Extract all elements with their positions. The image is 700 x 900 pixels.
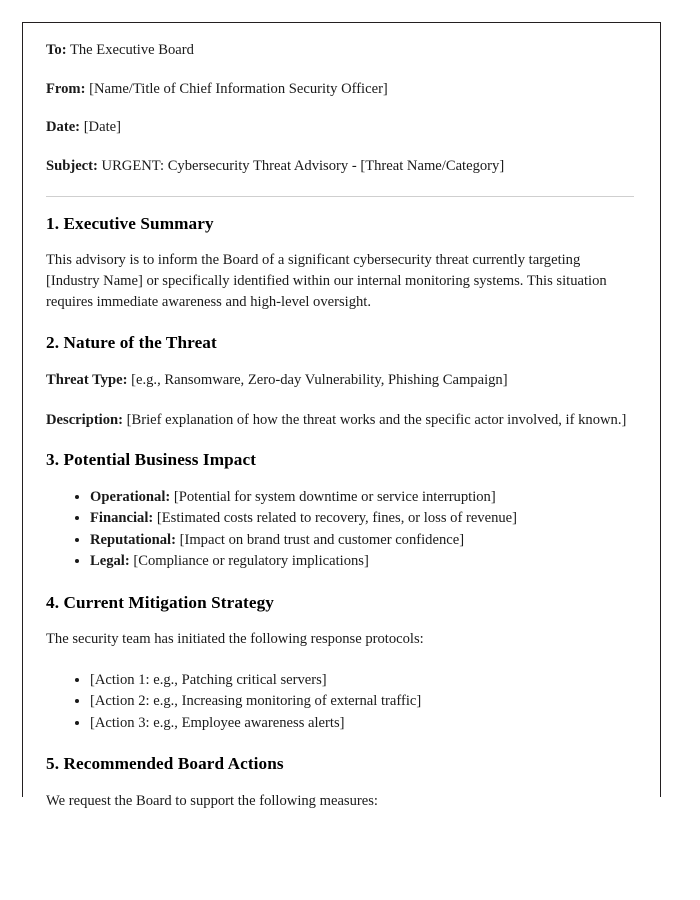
field-threat-type — [46, 370, 634, 391]
heading-nature-of-threat: 2. Nature of the Threat — [46, 333, 217, 353]
document-page — [22, 22, 661, 809]
memo-field-date-value: [Date] — [80, 119, 121, 136]
list-item — [90, 551, 634, 572]
field-threat-description-label: Description: — [46, 411, 124, 428]
impact-financial-label: Financial: — [90, 510, 154, 527]
list-mitigation-actions — [46, 670, 634, 734]
heading-executive-summary: 1. Executive Summary — [46, 213, 214, 233]
field-threat-description — [46, 410, 634, 431]
list-item: • [Action 2: e.g., Increasing monitoring of external traffic] — [90, 691, 634, 712]
impact-reputational-value: [Impact on brand trust and customer confidence] — [175, 531, 465, 548]
impact-operational-label: Operational: — [90, 488, 171, 505]
list-item: • [Action 3: e.g., Employee awareness alerts] — [90, 713, 634, 734]
impact-legal-value: [Compliance or regulatory implications] — [129, 553, 369, 570]
heading-board-actions: 5. Recommended Board Actions — [46, 754, 284, 774]
field-threat-type-label: Threat Type: — [46, 371, 128, 388]
list-business-impact — [46, 487, 634, 573]
memo-field-date — [46, 118, 634, 138]
heading-mitigation-strategy: 4. Current Mitigation Strategy — [46, 592, 274, 612]
memo-field-from-value: [Name/Title of Chief Information Security Officer] — [85, 80, 388, 97]
field-threat-type-value: [e.g., Ransomware, Zero-day Vulnerability, Phishing Campaign] — [127, 371, 508, 388]
document-body — [46, 41, 634, 831]
memo-field-to-value: The Executive Board — [66, 42, 194, 58]
memo-field-to — [46, 41, 634, 61]
list-item — [90, 487, 634, 508]
impact-financial-value: [Estimated costs related to recovery, fines, or loss of revenue] — [153, 510, 518, 527]
memo-field-from — [46, 80, 634, 100]
field-threat-description-value: [Brief explanation of how the threat works and the specific actor involved, if known.] — [123, 411, 627, 428]
impact-reputational-label: Reputational: — [90, 531, 176, 548]
paragraph-mitigation-intro: The security team has initiated the following response protocols: — [46, 631, 424, 648]
heading-business-impact: 3. Potential Business Impact — [46, 450, 257, 470]
memo-field-subject-value: URGENT: Cybersecurity Threat Advisory - [Threat Name/Category] — [97, 158, 505, 175]
memo-header — [46, 41, 634, 177]
memo-field-from-label: From: — [46, 80, 86, 97]
memo-field-subject — [46, 157, 634, 177]
memo-field-to-label: To: — [46, 42, 67, 58]
header-divider — [46, 196, 634, 197]
list-item — [90, 508, 634, 529]
list-item — [90, 530, 634, 551]
impact-operational-value: [Potential for system downtime or service interruption] — [170, 488, 496, 505]
impact-legal-label: Legal: — [90, 553, 130, 570]
memo-field-date-label: Date: — [46, 119, 81, 136]
paragraph-executive-summary: This advisory is to inform the Board of a significant cybersecurity threat currently targeting [Industry Name] or specifically identified within our internal monitoring systems. This situation requires immediate awareness and high-level oversight. — [46, 252, 607, 310]
list-item: • [Action 1: e.g., Patching critical servers] — [90, 670, 634, 691]
memo-field-subject-label: Subject: — [46, 158, 98, 175]
paragraph-board-actions-intro: We request the Board to support the following measures: — [46, 792, 378, 809]
